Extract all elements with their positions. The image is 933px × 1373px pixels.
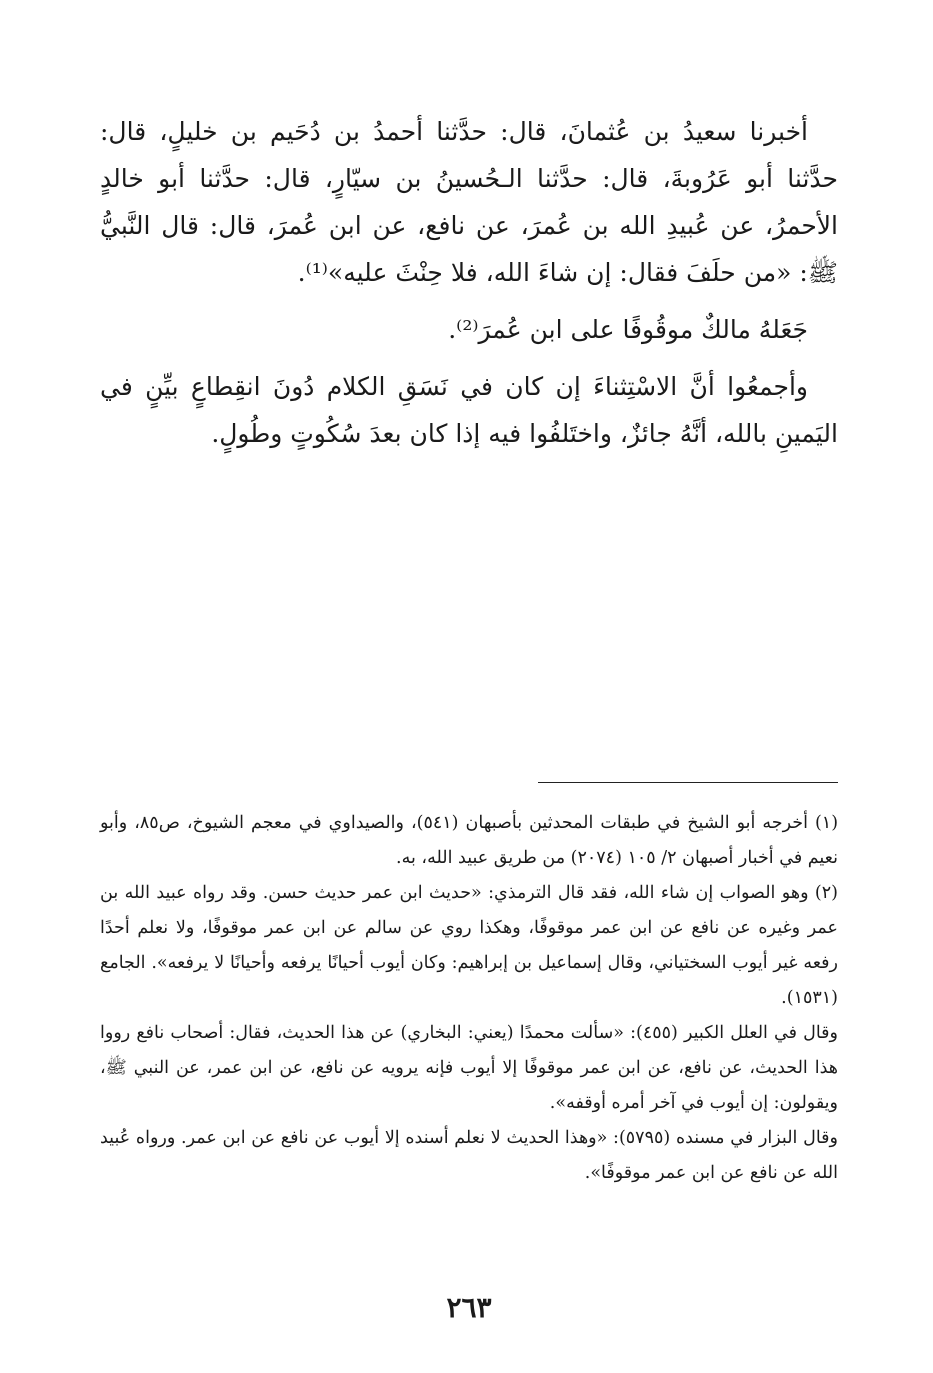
note-paragraph: جَعَلهُ مالكٌ موقُوفًا على ابن عُمرَ⁽²⁾. [448,315,808,344]
footnote-1: (١) أخرجه أبو الشيخ في طبقات المحدثين بأصبهان (٥٤١)، والصيداوي في معجم الشيوخ، ص٨٥، وأبو نعيم في أخبار أصبهان ٢/ ١٠٥ (٢٠٧٤) من طريق عبيد الله، به. [100,813,839,868]
footnote-separator [538,782,838,783]
consensus-paragraph: وأجمعُوا أنَّ الاسْتِثناءَ إن كان في نَسَقِ الكلام دُونَ انقِطاعٍ بيِّنٍ في اليَمينِ بالله، أنَّهُ جائزٌ، واختَلفُوا فيه إذا كان بعدَ سُكُوتٍ وطُولٍ. [100,372,838,448]
main-text [100,108,838,457]
footnote-2: (٢) وهو الصواب إن شاء الله، فقد قال الترمذي: «حديث ابن عمر حديث حسن. وقد رواه عبيد الله بن عمر وغيره عن نافع عن ابن عمر موقوفًا، وهكذا روي عن سالم عن ابن عمر موقوفًا، ولا نعلم أحدًا رفعه غير أيوب السختياني، وقال إسماعيل بن إبراهيم: وكان أيوب أحيانًا يرفعه وأحيانًا لا يرفعه». الجامع (١٥٣١). [100,883,838,1008]
book-page [100,0,838,1373]
footnote-2-continued: وقال في العلل الكبير (٤٥٥): «سألت محمدًا (يعني: البخاري) عن هذا الحديث، فقال: أصحاب نافع رووا هذا الحديث، عن نافع، عن ابن عمر موقوفًا إلا أيوب فإنه يرويه عن نافع، عن ابن عمر، عن النبي ﷺ، ويقولون: إن أيوب في آخر أمره أوقفه». [100,1023,838,1113]
hadith-paragraph: أخبرنا سعيدُ بن عُثمانَ، قال: حدَّثنا أحمدُ بن دُحَيم بن خليلٍ، قال: حدَّثنا أبو عَرُوبةَ، قال: حدَّثنا الـحُسينُ بن سيّارٍ، قال: حدَّثنا أبو خالدٍ الأحمرُ، عن عُبيدِ الله بن عُمرَ، عن نافع، عن ابن عُمرَ، قال: قال النَّبيُّ ﷺ: «من حلَفَ فقال: إن شاءَ الله، فلا حِنْثَ عليه»⁽¹⁾. [100,117,838,287]
footnotes [100,806,838,1191]
footnote-2-continued-2: وقال البزار في مسنده (٥٧٩٥): «وهذا الحديث لا نعلم أسنده إلا أيوب عن نافع عن ابن عمر. ورواه عُبيد الله عن نافع عن ابن عمر موقوفًا». [100,1128,838,1183]
page-number: ٢٦٣ [446,1291,492,1324]
